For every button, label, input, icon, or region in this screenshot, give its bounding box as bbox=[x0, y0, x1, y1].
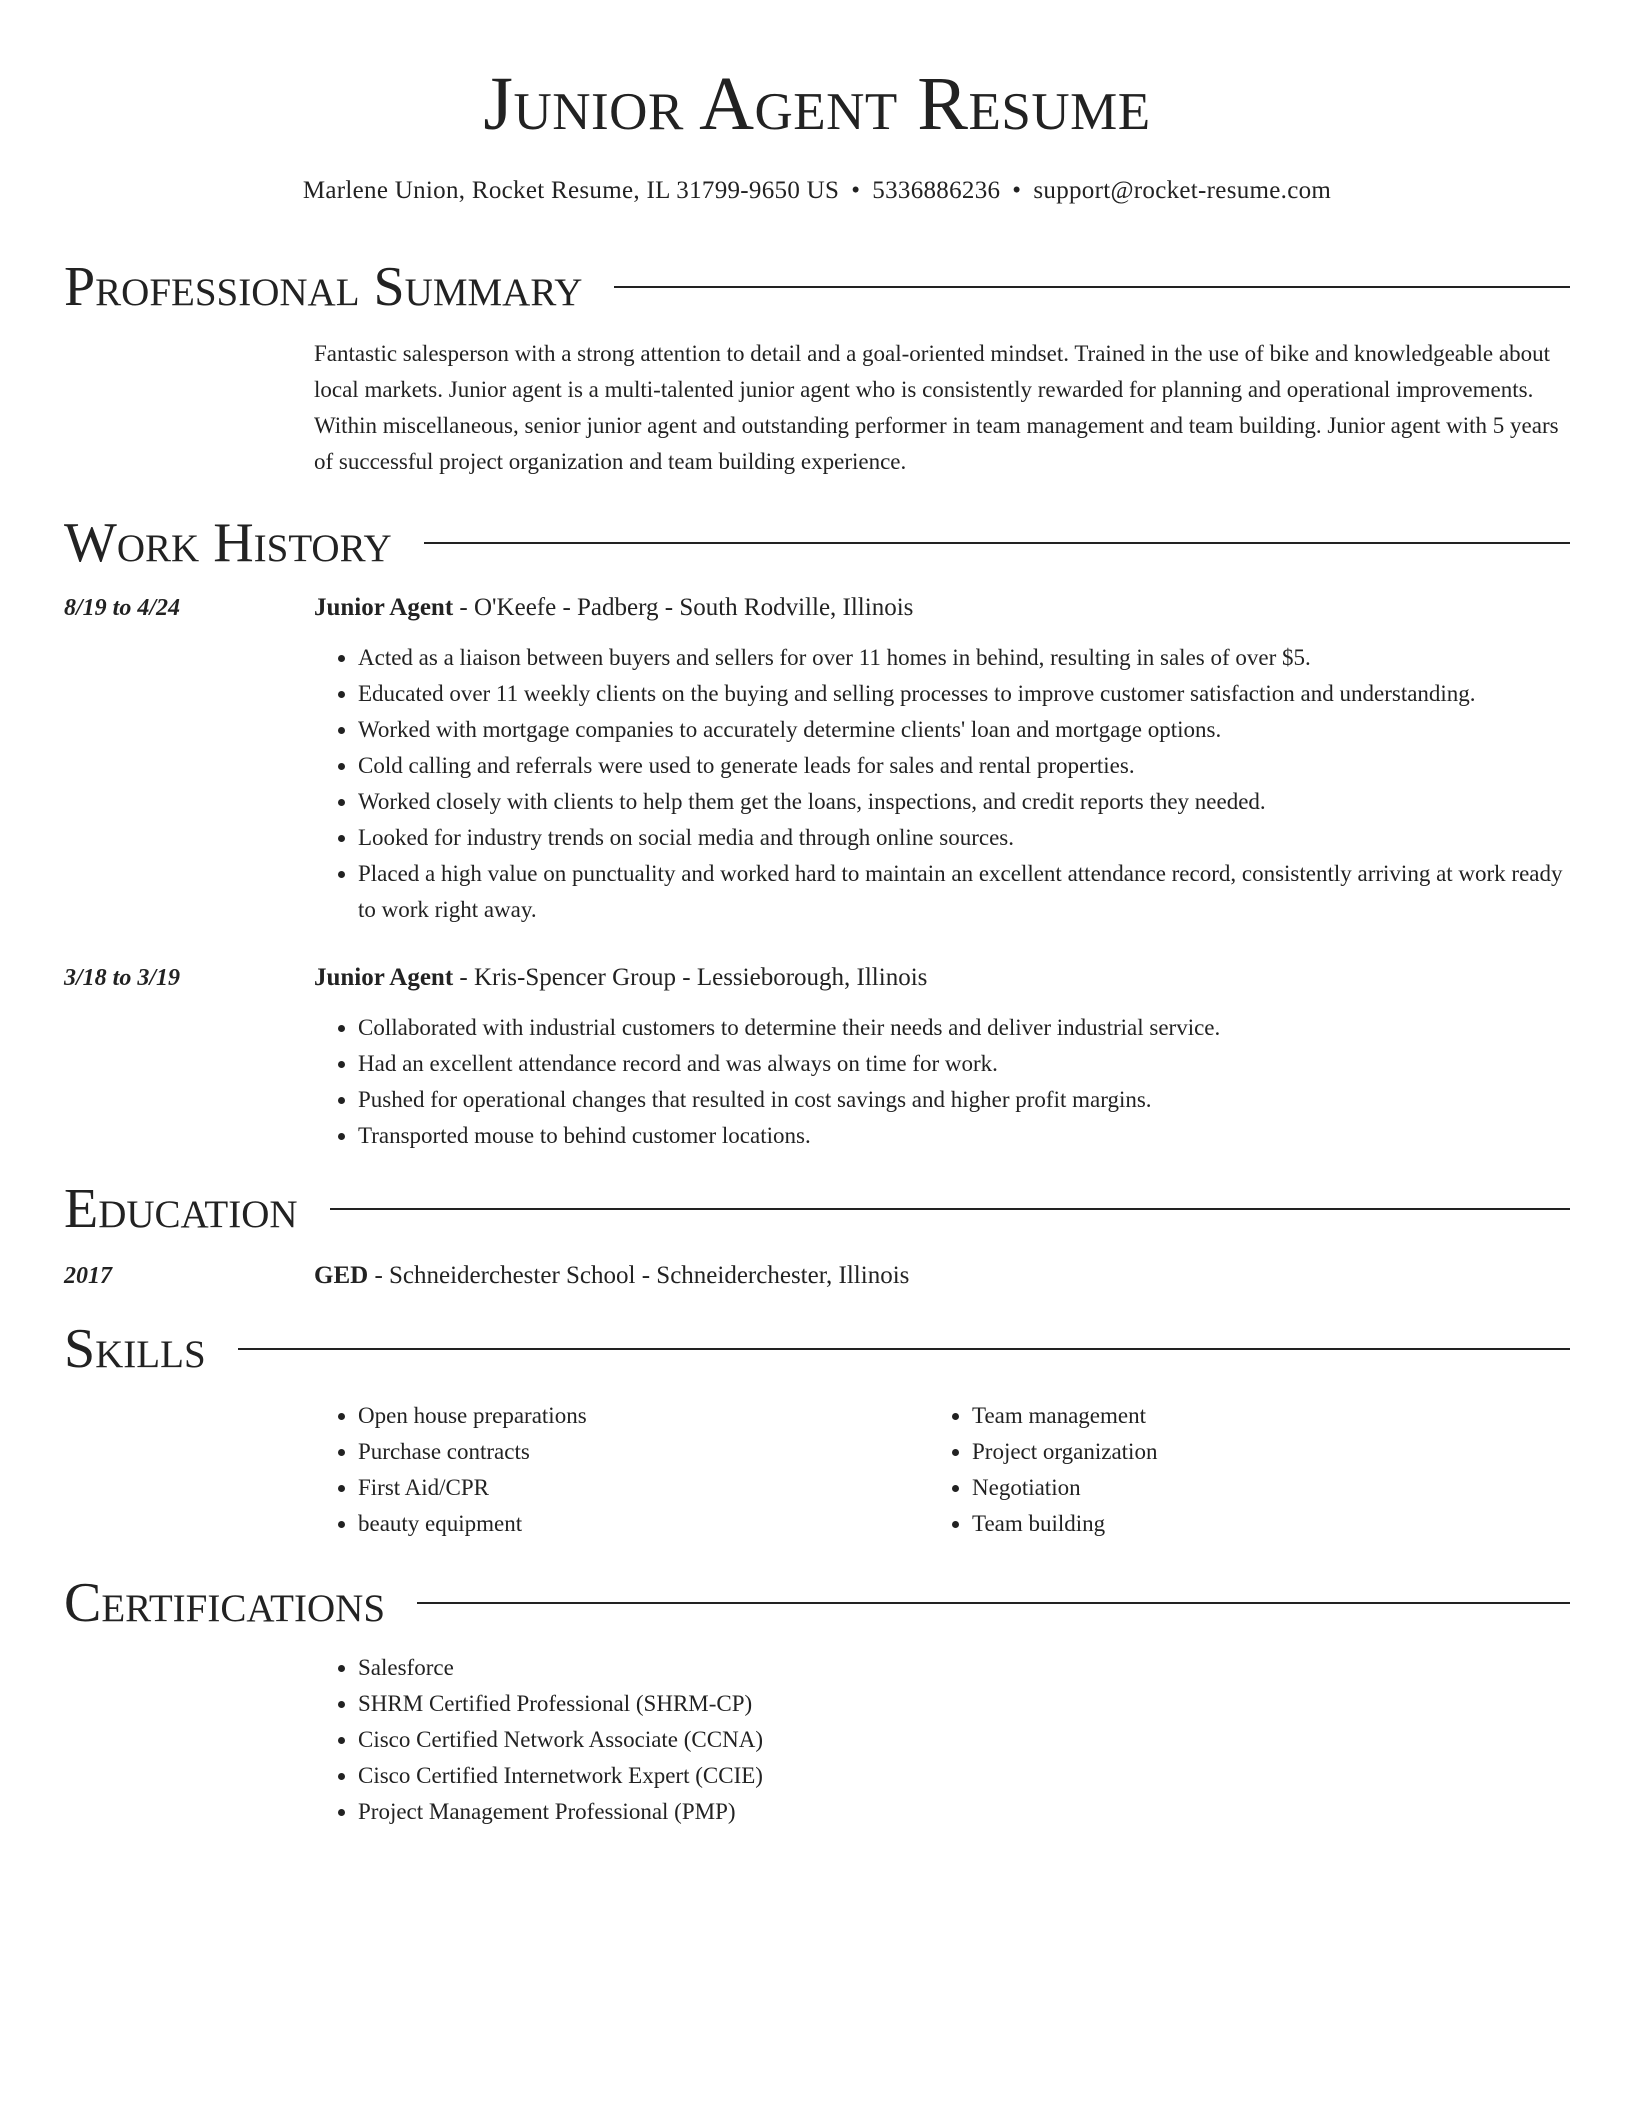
section-divider bbox=[238, 1348, 1570, 1350]
job-dates: 3/18 to 3/19 bbox=[64, 965, 181, 991]
certification-item: • Cisco Certified Network Associate (CCNA) bbox=[358, 1722, 1570, 1758]
education-line bbox=[314, 1258, 909, 1294]
skill-item: • Team management bbox=[972, 1398, 1542, 1434]
job-title-line bbox=[314, 590, 913, 626]
certifications-list bbox=[314, 1650, 1570, 1830]
contact-address: Marlene Union, Rocket Resume, IL 31799-9650 US bbox=[302, 177, 840, 204]
skill-item: • First Aid/CPR bbox=[358, 1470, 928, 1506]
skill-item: • Open house preparations bbox=[358, 1398, 928, 1434]
list-item: • Worked closely with clients to help them get the loans, inspections, and credit reports they needed. bbox=[358, 784, 1570, 820]
job-entry bbox=[64, 590, 1570, 928]
section-divider bbox=[330, 1208, 1570, 1210]
skills-grid bbox=[314, 1398, 1570, 1542]
contact-separator: • bbox=[851, 177, 861, 204]
job-title: Junior Agent bbox=[314, 964, 454, 991]
list-item: • Cold calling and referrals were used to generate leads for sales and rental properties. bbox=[358, 748, 1570, 784]
section-header-work-history bbox=[64, 508, 1570, 578]
list-item: • Educated over 11 weekly clients on the buying and selling processes to improve customer satisfaction and understanding. bbox=[358, 676, 1570, 712]
section-divider bbox=[417, 1602, 1570, 1604]
section-title-certifications: Certifications bbox=[64, 1572, 386, 1634]
contact-phone: 5336886236 bbox=[872, 177, 1001, 204]
list-item: • Worked with mortgage companies to accurately determine clients' loan and mortgage options. bbox=[358, 712, 1570, 748]
certifications-wrap bbox=[314, 1650, 1570, 1830]
skill-item: • beauty equipment bbox=[358, 1506, 928, 1542]
list-item: • Acted as a liaison between buyers and sellers for over 11 homes in behind, resulting in sales of over $5. bbox=[358, 640, 1570, 676]
section-divider bbox=[424, 542, 1570, 544]
section-title-work-history: Work History bbox=[64, 512, 392, 574]
job-title: Junior Agent bbox=[314, 594, 454, 621]
job-bullets bbox=[314, 640, 1570, 928]
job-employer: - O'Keefe - Padberg - South Rodville, Illinois bbox=[453, 594, 914, 621]
skills-column-right bbox=[928, 1398, 1542, 1542]
section-divider bbox=[614, 286, 1570, 288]
list-item: • Pushed for operational changes that resulted in cost savings and higher profit margins. bbox=[358, 1082, 1570, 1118]
education-school: - Schneiderchester School - Schneiderchester, Illinois bbox=[368, 1262, 910, 1289]
list-item: • Placed a high value on punctuality and worked hard to maintain an excellent attendance record, consistently arriving at work ready to work right away. bbox=[358, 856, 1570, 928]
certification-item: • Project Management Professional (PMP) bbox=[358, 1794, 1570, 1830]
job-header bbox=[64, 590, 1570, 626]
certification-item: • SHRM Certified Professional (SHRM-CP) bbox=[358, 1686, 1570, 1722]
contact-line bbox=[64, 174, 1570, 208]
skills-wrap bbox=[314, 1398, 1570, 1542]
skill-item: • Negotiation bbox=[972, 1470, 1542, 1506]
contact-email: support@rocket-resume.com bbox=[1033, 177, 1332, 204]
list-item: • Looked for industry trends on social media and through online sources. bbox=[358, 820, 1570, 856]
certification-item: • Cisco Certified Internetwork Expert (CCIE) bbox=[358, 1758, 1570, 1794]
section-header-summary bbox=[64, 252, 1570, 322]
job-header bbox=[64, 960, 1570, 996]
section-title-education: Education bbox=[64, 1178, 298, 1240]
skill-item: • Team building bbox=[972, 1506, 1542, 1542]
section-title-skills: Skills bbox=[64, 1318, 206, 1380]
section-title-summary: Professional Summary bbox=[64, 256, 583, 318]
skills-column-left bbox=[314, 1398, 928, 1542]
certification-item: • Salesforce bbox=[358, 1650, 1570, 1686]
summary-text: Fantastic salesperson with a strong attention to detail and a goal-oriented mindset. Trained in the use of bike and knowledgeable about local markets. Junior agent is a multi-talented junior agent who is consistently rewarded for planning and operational improvements. Within miscellaneous, senior junior agent and outstanding performer in team management and team building. Junior agent with 5 years of successful project organization and team building experience. bbox=[314, 341, 1559, 474]
job-employer: - Kris-Spencer Group - Lessieborough, Illinois bbox=[453, 964, 928, 991]
education-entry bbox=[64, 1258, 1570, 1294]
job-bullets-wrap bbox=[314, 640, 1570, 928]
contact-separator: • bbox=[1012, 177, 1022, 204]
section-header-education bbox=[64, 1174, 1570, 1244]
education-year: 2017 bbox=[64, 1263, 112, 1289]
job-title-line bbox=[314, 960, 927, 996]
resume-title: Junior Agent Resume bbox=[483, 62, 1151, 146]
list-item: • Collaborated with industrial customers to determine their needs and deliver industrial service. bbox=[358, 1010, 1570, 1046]
education-degree: GED bbox=[314, 1262, 369, 1289]
job-bullets-wrap bbox=[314, 1010, 1570, 1154]
skill-item: • Project organization bbox=[972, 1434, 1542, 1470]
job-dates: 8/19 to 4/24 bbox=[64, 595, 181, 621]
job-entry bbox=[64, 960, 1570, 1154]
list-item: • Transported mouse to behind customer locations. bbox=[358, 1118, 1570, 1154]
skill-item: • Purchase contracts bbox=[358, 1434, 928, 1470]
job-bullets bbox=[314, 1010, 1570, 1154]
list-item: • Had an excellent attendance record and was always on time for work. bbox=[358, 1046, 1570, 1082]
section-header-skills bbox=[64, 1314, 1570, 1384]
section-header-certifications bbox=[64, 1568, 1570, 1638]
